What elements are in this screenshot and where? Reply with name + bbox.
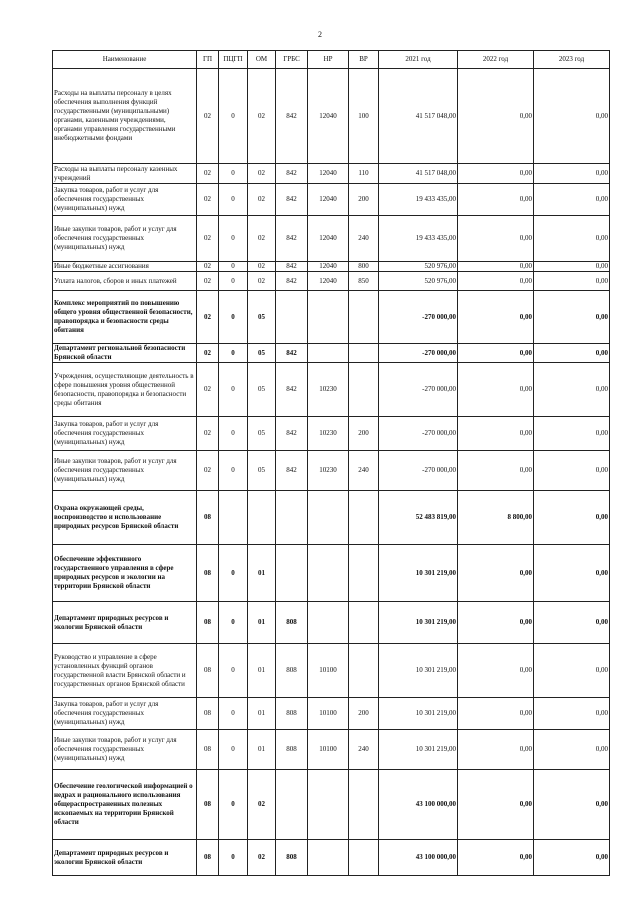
cell-2023: 0,00 (534, 730, 610, 770)
cell-name: Учреждения, осуществляющие деятельность в сфере повышения уровня общественной безопасности, правопорядка и безопасности среды обитания (53, 363, 197, 417)
cell-name: Иные закупки товаров, работ и услуг для обеспечения государственных (муниципальных) нужд (53, 451, 197, 491)
cell-2023: 0,00 (534, 184, 610, 216)
cell-2022: 0,00 (458, 184, 534, 216)
cell-om: 01 (248, 602, 276, 644)
cell-2021: 10 301 219,00 (379, 730, 458, 770)
cell-2021: -270 000,00 (379, 344, 458, 363)
cell-2023: 0,00 (534, 272, 610, 291)
cell-gp: 02 (197, 272, 219, 291)
cell-vr (349, 602, 379, 644)
cell-vr (349, 545, 379, 602)
table-row (53, 262, 610, 272)
cell-gp: 08 (197, 698, 219, 730)
cell-gp: 02 (197, 184, 219, 216)
table-row (53, 730, 610, 770)
page-number: 2 (318, 30, 322, 39)
budget-table (52, 50, 610, 876)
header-grbs: ГРБС (276, 51, 308, 69)
cell-2023: 0,00 (534, 363, 610, 417)
cell-om: 02 (248, 262, 276, 272)
cell-name: Уплата налогов, сборов и иных платежей (53, 272, 197, 291)
cell-2022: 0,00 (458, 291, 534, 344)
table-row (53, 451, 610, 491)
cell-2022: 0,00 (458, 417, 534, 451)
cell-2022: 0,00 (458, 644, 534, 698)
cell-gp: 02 (197, 344, 219, 363)
cell-pcgp: 0 (219, 69, 248, 164)
cell-pcgp: 0 (219, 363, 248, 417)
cell-gp: 02 (197, 417, 219, 451)
cell-vr (349, 344, 379, 363)
cell-name: Расходы на выплаты персоналу казенных учреждений (53, 164, 197, 184)
cell-2023: 0,00 (534, 840, 610, 876)
header-2022: 2022 год (458, 51, 534, 69)
cell-vr: 200 (349, 698, 379, 730)
cell-2023: 0,00 (534, 216, 610, 262)
cell-nr: 12040 (308, 164, 349, 184)
cell-2023: 0,00 (534, 644, 610, 698)
cell-nr (308, 344, 349, 363)
cell-om: 02 (248, 840, 276, 876)
cell-vr: 800 (349, 262, 379, 272)
table-row (53, 417, 610, 451)
cell-pcgp: 0 (219, 698, 248, 730)
cell-2021: 52 483 819,00 (379, 491, 458, 545)
cell-2023: 0,00 (534, 417, 610, 451)
cell-nr: 12040 (308, 262, 349, 272)
cell-grbs (276, 770, 308, 840)
cell-pcgp: 0 (219, 451, 248, 491)
cell-2023: 0,00 (534, 262, 610, 272)
cell-name: Закупка товаров, работ и услуг для обеспечения государственных (муниципальных) нужд (53, 698, 197, 730)
cell-om: 01 (248, 644, 276, 698)
cell-2023: 0,00 (534, 69, 610, 164)
cell-pcgp: 0 (219, 770, 248, 840)
cell-nr: 12040 (308, 69, 349, 164)
cell-grbs: 842 (276, 184, 308, 216)
cell-name: Департамент природных ресурсов и экологии Брянской области (53, 602, 197, 644)
cell-2023: 0,00 (534, 491, 610, 545)
cell-pcgp: 0 (219, 644, 248, 698)
cell-2023: 0,00 (534, 291, 610, 344)
cell-om: 01 (248, 545, 276, 602)
cell-vr (349, 363, 379, 417)
cell-2021: 10 301 219,00 (379, 644, 458, 698)
cell-2021: 41 517 048,00 (379, 69, 458, 164)
cell-nr: 12040 (308, 216, 349, 262)
header-2021: 2021 год (379, 51, 458, 69)
cell-vr: 240 (349, 451, 379, 491)
cell-grbs: 842 (276, 417, 308, 451)
header-vr: ВР (349, 51, 379, 69)
cell-name: Обеспечение эффективного государственного управления в сфере природных ресурсов и экологии на территории Брянской области (53, 545, 197, 602)
header-pcgp: ПЦГП (219, 51, 248, 69)
cell-name: Департамент природных ресурсов и экологии Брянской области (53, 840, 197, 876)
cell-gp: 08 (197, 602, 219, 644)
cell-pcgp: 0 (219, 262, 248, 272)
cell-vr (349, 770, 379, 840)
cell-nr: 10230 (308, 417, 349, 451)
cell-gp: 08 (197, 730, 219, 770)
cell-2021: 10 301 219,00 (379, 602, 458, 644)
cell-name: Расходы на выплаты персоналу в целях обеспечения выполнения функций государственными (муниципальными) органами, казенными учреждениями, органами управления государственными внебюджетными фондами (53, 69, 197, 164)
cell-nr: 10100 (308, 698, 349, 730)
cell-gp: 02 (197, 164, 219, 184)
cell-name: Иные закупки товаров, работ и услуг для обеспечения государственных (муниципальных) нужд (53, 216, 197, 262)
cell-om (248, 491, 276, 545)
cell-name: Иные закупки товаров, работ и услуг для обеспечения государственных (муниципальных) нужд (53, 730, 197, 770)
cell-om: 05 (248, 291, 276, 344)
cell-vr (349, 491, 379, 545)
cell-name: Иные бюджетные ассигнования (53, 262, 197, 272)
cell-grbs: 842 (276, 164, 308, 184)
cell-om: 05 (248, 363, 276, 417)
table-row (53, 184, 610, 216)
cell-name: Руководство и управление в сфере установленных функций органов государственной власти Брянской области и государственных органов Брянской области (53, 644, 197, 698)
cell-2022: 0,00 (458, 451, 534, 491)
cell-2022: 0,00 (458, 770, 534, 840)
cell-2023: 0,00 (534, 344, 610, 363)
cell-vr: 200 (349, 184, 379, 216)
cell-nr: 12040 (308, 272, 349, 291)
cell-grbs: 842 (276, 262, 308, 272)
cell-grbs: 808 (276, 840, 308, 876)
cell-grbs: 842 (276, 451, 308, 491)
cell-2021: 41 517 048,00 (379, 164, 458, 184)
cell-2021: 10 301 219,00 (379, 698, 458, 730)
cell-2022: 0,00 (458, 344, 534, 363)
cell-2023: 0,00 (534, 602, 610, 644)
cell-pcgp: 0 (219, 216, 248, 262)
cell-gp: 02 (197, 291, 219, 344)
cell-2023: 0,00 (534, 545, 610, 602)
cell-nr (308, 602, 349, 644)
cell-gp: 02 (197, 363, 219, 417)
cell-nr (308, 291, 349, 344)
cell-name: Закупка товаров, работ и услуг для обеспечения государственных (муниципальных) нужд (53, 417, 197, 451)
cell-2022: 0,00 (458, 363, 534, 417)
cell-pcgp: 0 (219, 602, 248, 644)
cell-vr: 100 (349, 69, 379, 164)
table-row (53, 644, 610, 698)
cell-vr: 240 (349, 216, 379, 262)
cell-vr (349, 291, 379, 344)
cell-2021: 520 976,00 (379, 272, 458, 291)
cell-2021: 19 433 435,00 (379, 184, 458, 216)
cell-2022: 0,00 (458, 730, 534, 770)
cell-grbs: 808 (276, 644, 308, 698)
cell-nr: 10230 (308, 451, 349, 491)
cell-grbs: 842 (276, 363, 308, 417)
cell-nr (308, 840, 349, 876)
cell-grbs (276, 491, 308, 545)
cell-2023: 0,00 (534, 770, 610, 840)
table-header-row (53, 51, 610, 69)
cell-name: Охрана окружающей среды, воспроизводство и использование природных ресурсов Брянской области (53, 491, 197, 545)
cell-nr: 10100 (308, 730, 349, 770)
table-row (53, 69, 610, 164)
cell-om: 02 (248, 164, 276, 184)
cell-2021: -270 000,00 (379, 451, 458, 491)
cell-vr (349, 840, 379, 876)
cell-pcgp: 0 (219, 344, 248, 363)
cell-pcgp: 0 (219, 730, 248, 770)
cell-2023: 0,00 (534, 698, 610, 730)
cell-pcgp: 0 (219, 184, 248, 216)
cell-pcgp: 0 (219, 417, 248, 451)
header-2023: 2023 год (534, 51, 610, 69)
cell-grbs: 842 (276, 272, 308, 291)
cell-pcgp: 0 (219, 164, 248, 184)
cell-nr (308, 491, 349, 545)
cell-2022: 0,00 (458, 164, 534, 184)
table-row (53, 840, 610, 876)
cell-2022: 0,00 (458, 602, 534, 644)
cell-2021: 10 301 219,00 (379, 545, 458, 602)
cell-pcgp: 0 (219, 291, 248, 344)
cell-2021: -270 000,00 (379, 417, 458, 451)
table-row (53, 698, 610, 730)
cell-2023: 0,00 (534, 451, 610, 491)
cell-om: 02 (248, 184, 276, 216)
cell-om: 01 (248, 730, 276, 770)
cell-grbs: 808 (276, 602, 308, 644)
header-gp: ГП (197, 51, 219, 69)
cell-grbs: 808 (276, 698, 308, 730)
cell-2021: 43 100 000,00 (379, 840, 458, 876)
cell-om: 05 (248, 417, 276, 451)
cell-gp: 02 (197, 69, 219, 164)
cell-om: 05 (248, 451, 276, 491)
cell-2021: -270 000,00 (379, 291, 458, 344)
cell-om: 02 (248, 272, 276, 291)
cell-vr: 110 (349, 164, 379, 184)
cell-2021: 19 433 435,00 (379, 216, 458, 262)
cell-2021: 520 976,00 (379, 262, 458, 272)
cell-2021: 43 100 000,00 (379, 770, 458, 840)
cell-vr: 850 (349, 272, 379, 291)
cell-2022: 0,00 (458, 272, 534, 291)
cell-om: 05 (248, 344, 276, 363)
cell-om: 02 (248, 216, 276, 262)
cell-pcgp (219, 491, 248, 545)
cell-pcgp: 0 (219, 840, 248, 876)
cell-grbs: 808 (276, 730, 308, 770)
table-row (53, 344, 610, 363)
table-row (53, 491, 610, 545)
cell-om: 02 (248, 770, 276, 840)
cell-vr: 200 (349, 417, 379, 451)
cell-2021: -270 000,00 (379, 363, 458, 417)
cell-name: Закупка товаров, работ и услуг для обеспечения государственных (муниципальных) нужд (53, 184, 197, 216)
table-row (53, 770, 610, 840)
table-row (53, 291, 610, 344)
cell-vr (349, 644, 379, 698)
table-row (53, 216, 610, 262)
cell-grbs (276, 545, 308, 602)
cell-nr: 12040 (308, 184, 349, 216)
header-om: ОМ (248, 51, 276, 69)
cell-grbs: 842 (276, 216, 308, 262)
cell-name: Департамент региональной безопасности Брянской области (53, 344, 197, 363)
cell-2022: 0,00 (458, 545, 534, 602)
table-row (53, 164, 610, 184)
cell-gp: 02 (197, 451, 219, 491)
header-nr: НР (308, 51, 349, 69)
cell-gp: 02 (197, 216, 219, 262)
cell-gp: 08 (197, 491, 219, 545)
cell-name: Комплекс мероприятий по повышению общего уровня общественной безопасности, правопорядка и безопасности среды обитания (53, 291, 197, 344)
cell-2022: 0,00 (458, 69, 534, 164)
cell-nr: 10100 (308, 644, 349, 698)
cell-pcgp: 0 (219, 272, 248, 291)
cell-2023: 0,00 (534, 164, 610, 184)
cell-name: Обеспечение геологической информацией о недрах и рационального использования общераспространенных полезных ископаемых на территории Брянской области (53, 770, 197, 840)
cell-2022: 0,00 (458, 698, 534, 730)
cell-gp: 08 (197, 644, 219, 698)
cell-om: 02 (248, 69, 276, 164)
cell-grbs: 842 (276, 69, 308, 164)
cell-2022: 0,00 (458, 840, 534, 876)
cell-gp: 02 (197, 262, 219, 272)
cell-nr: 10230 (308, 363, 349, 417)
cell-nr (308, 545, 349, 602)
cell-gp: 08 (197, 545, 219, 602)
table-row (53, 272, 610, 291)
table-row (53, 602, 610, 644)
cell-gp: 08 (197, 840, 219, 876)
cell-gp: 08 (197, 770, 219, 840)
table-row (53, 363, 610, 417)
cell-2022: 8 800,00 (458, 491, 534, 545)
cell-pcgp: 0 (219, 545, 248, 602)
cell-grbs (276, 291, 308, 344)
header-name: Наименование (53, 51, 197, 69)
cell-2022: 0,00 (458, 262, 534, 272)
cell-2022: 0,00 (458, 216, 534, 262)
cell-nr (308, 770, 349, 840)
cell-om: 01 (248, 698, 276, 730)
table-row (53, 545, 610, 602)
cell-grbs: 842 (276, 344, 308, 363)
cell-vr: 240 (349, 730, 379, 770)
